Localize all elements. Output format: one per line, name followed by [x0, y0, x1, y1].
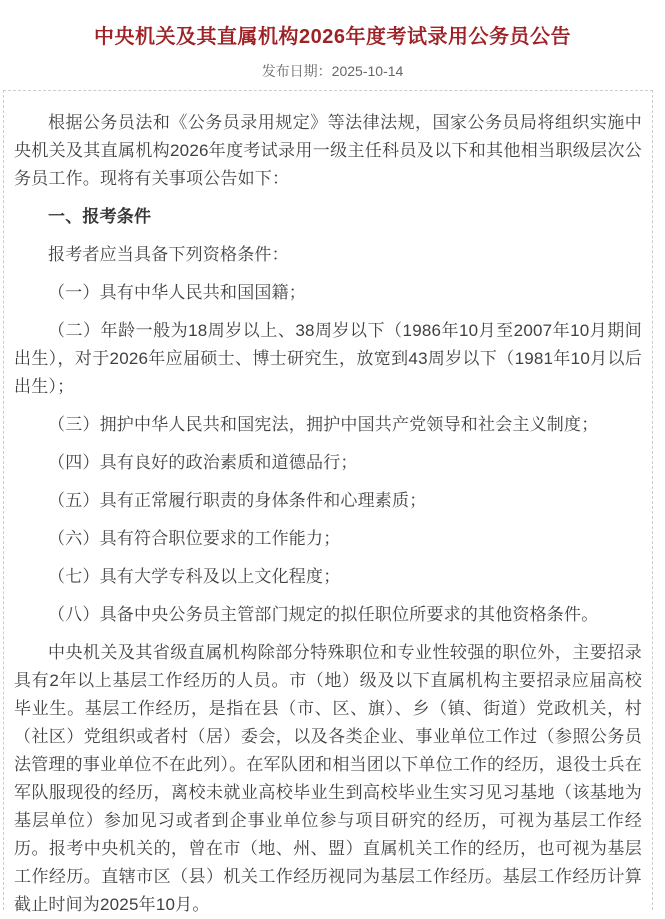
- requirement-item-3: （三）拥护中华人民共和国宪法，拥护中国共产党领导和社会主义制度；: [48, 415, 599, 434]
- requirement-item-7: （七）具有大学专科及以上文化程度；: [48, 567, 341, 586]
- page-title: 中央机关及其直属机构2026年度考试录用公务员公告: [94, 26, 571, 48]
- paragraph-intro: 根据公务员法和《公务员录用规定》等法律法规，国家公务员局将组织实施中央机关及其直属机构2026年度考试录用一级主任科员及以下和其他相当职级层次公务员工作。现将有关事项公告如下：: [14, 113, 642, 188]
- publish-date: 发布日期：2025-10-14: [261, 63, 404, 79]
- paragraph-qualifications-lead: 报考者应当具备下列资格条件：: [48, 245, 289, 264]
- requirement-item-5: （五）具有正常履行职责的身体条件和心理素质；: [48, 491, 427, 510]
- requirement-item-8: （八）具备中央公务员主管部门规定的拟任职位所要求的其他资格条件。: [48, 605, 599, 624]
- announcement-body: [3, 90, 653, 914]
- section-heading-application-requirements: 一、报考条件: [48, 207, 152, 226]
- requirement-item-4: （四）具有良好的政治素质和道德品行；: [48, 453, 358, 472]
- requirement-item-6: （六）具有符合职位要求的工作能力；: [48, 529, 341, 548]
- requirement-item-2: （二）年龄一般为18周岁以上、38周岁以下（1986年10月至2007年10月期间出生），对于2026年应届硕士、博士研究生，放宽到43周岁以下（1981年10月以后出生）；: [14, 321, 642, 396]
- requirement-item-1: （一）具有中华人民共和国国籍；: [48, 283, 306, 302]
- paragraph-grassroots-experience: 中央机关及其省级直属机构除部分特殊职位和专业性较强的职位外，主要招录具有2年以上基层工作经历的人员。市（地）级及以下直属机构主要招录应届高校毕业生。基层工作经历，是指在县（市、区、旗）、乡（镇、街道）党政机关，村（社区）党组织或者村（居）委会，以及各类企业、事业单位工作过（参照公务员法管理的事业单位不在此列）。在军队团和相当团以下单位工作的经历，退役士兵在军队服现役的经历，离校未就业高校毕业生到高校毕业生实习见习基地（该基地为基层单位）参加见习或者到企事业单位参与项目研究的经历，可视为基层工作经历。报考中央机关的，曾在市（地、州、盟）直属机关工作的经历，也可视为基层工作经历。直辖市区（县）机关工作经历视同为基层工作经历。基层工作经历计算截止时间为2025年10月。: [14, 643, 642, 914]
